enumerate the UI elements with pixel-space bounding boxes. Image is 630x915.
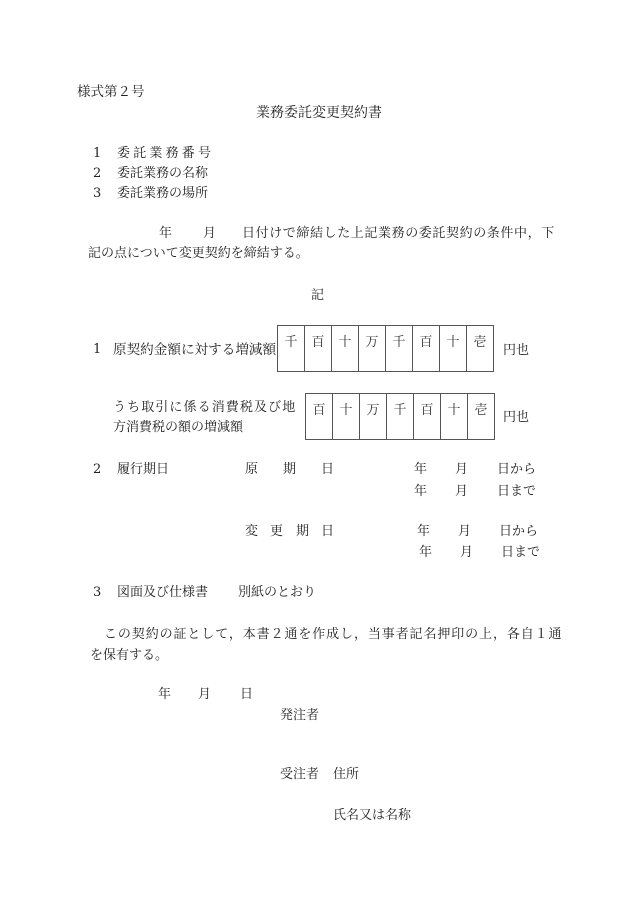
digit-box-ju[interactable]: 十: [441, 394, 468, 440]
changed-from-day: 日から: [499, 524, 539, 539]
original-from-day: 日から: [497, 462, 537, 477]
intro-line1: 日付けで締結した上記業務の委託契約の条件中，下: [242, 226, 555, 241]
sign-day: 日: [240, 687, 254, 702]
changed-from-year: 年: [417, 524, 431, 539]
original-label-char: 原: [245, 462, 259, 477]
changed-label-char: 変: [245, 524, 259, 539]
original-to-year: 年: [414, 484, 428, 499]
changed-from-month: 月: [458, 524, 472, 539]
digit-box-sen[interactable]: 千: [278, 326, 305, 372]
changed-label-char: 更: [270, 524, 284, 539]
original-label-char: 日: [321, 462, 335, 477]
drawings-value: 別紙のとおり: [238, 585, 317, 600]
form-number: 様式第２号: [77, 84, 145, 100]
original-to-day: 日まで: [497, 484, 537, 499]
drawings-label: 図面及び仕様書: [117, 585, 209, 600]
digit-box-hyaku[interactable]: 百: [305, 326, 332, 372]
item-label-contract-name: 委託業務の名称: [117, 166, 209, 181]
amount-number: 1: [93, 342, 102, 357]
changed-to-day: 日まで: [501, 545, 541, 560]
address-label: 住所: [333, 767, 360, 782]
sign-year: 年: [158, 687, 172, 702]
changed-label-char: 日: [321, 524, 335, 539]
digit-box-ju[interactable]: 十: [440, 326, 467, 372]
sign-month: 月: [198, 687, 212, 702]
tax-suffix: 円也: [503, 410, 530, 425]
period-label: 履行期日: [117, 462, 170, 477]
document-title: 業務委託変更契約書: [256, 105, 382, 121]
item-label-contract-number: 委託業務番号: [117, 146, 215, 161]
digit-box-sen[interactable]: 千: [386, 326, 413, 372]
item-number: 1: [93, 146, 102, 161]
digit-box-hyaku[interactable]: 百: [414, 394, 441, 440]
intro-line2: 記の点について変更契約を締結する。: [88, 246, 309, 261]
item-label-contract-location: 委託業務の場所: [117, 186, 209, 201]
changed-to-month: 月: [460, 545, 474, 560]
name-label: 氏名又は名称: [333, 808, 412, 823]
digit-box-ichi[interactable]: 壱: [468, 394, 495, 440]
tax-label-line2: 方消費税の額の増減額: [113, 420, 244, 435]
digit-box-ichi[interactable]: 壱: [467, 326, 494, 372]
digit-box-ju[interactable]: 十: [333, 394, 360, 440]
closing-line2: を保有する。: [90, 648, 169, 663]
digit-box-hyaku[interactable]: 百: [306, 394, 333, 440]
original-from-year: 年: [414, 462, 428, 477]
digit-box-man[interactable]: 万: [359, 326, 386, 372]
intro-year: 年: [159, 226, 173, 241]
orderer-label: 発注者: [280, 708, 320, 723]
item-number: 2: [93, 166, 102, 181]
digit-box-ju[interactable]: 十: [332, 326, 359, 372]
tax-digit-boxes: [305, 393, 495, 440]
item-number: 3: [93, 186, 102, 201]
contractor-label: 受注者: [280, 767, 320, 782]
period-number: 2: [93, 462, 102, 477]
original-label-char: 期: [283, 462, 297, 477]
changed-to-year: 年: [419, 545, 433, 560]
amount-digit-boxes: [277, 325, 494, 372]
tax-label-line1: うち取引に係る消費税及び地: [113, 400, 297, 415]
intro-month: 月: [203, 226, 217, 241]
drawings-number: 3: [93, 585, 102, 600]
original-to-month: 月: [455, 484, 469, 499]
ki-heading: 記: [311, 288, 325, 303]
digit-box-sen[interactable]: 千: [387, 394, 414, 440]
digit-box-hyaku[interactable]: 百: [413, 326, 440, 372]
amount-suffix: 円也: [503, 343, 530, 358]
closing-line1: この契約の証として，本書２通を作成し，当事者記名押印の上，各自１通: [104, 627, 563, 642]
digit-box-man[interactable]: 万: [360, 394, 387, 440]
amount-label: 原契約金額に対する増減額: [113, 342, 277, 358]
changed-label-char: 期: [296, 524, 310, 539]
original-from-month: 月: [455, 462, 469, 477]
